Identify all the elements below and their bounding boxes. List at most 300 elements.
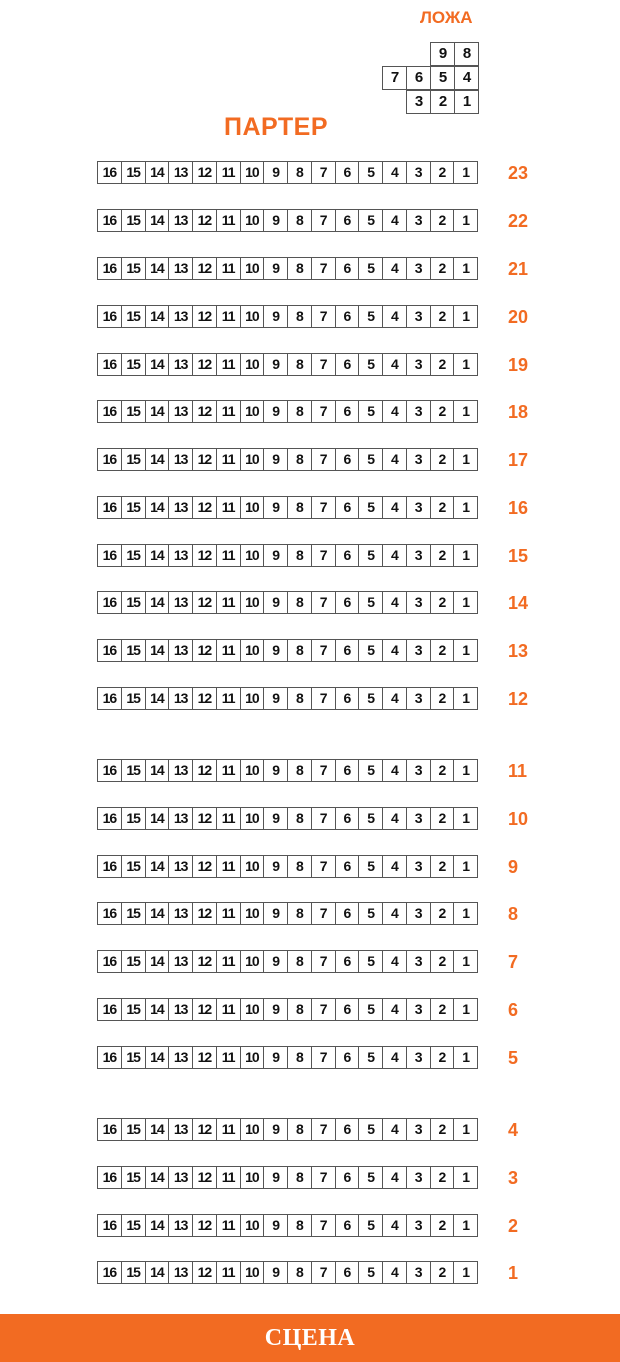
seat[interactable]: 15 <box>121 353 146 376</box>
seat[interactable]: 8 <box>287 591 312 614</box>
seat[interactable]: 2 <box>430 1214 455 1237</box>
seat[interactable]: 15 <box>121 496 146 519</box>
seat[interactable]: 2 <box>430 496 455 519</box>
seat[interactable]: 1 <box>453 1261 478 1284</box>
seat[interactable]: 1 <box>453 639 478 662</box>
seat[interactable]: 6 <box>335 1046 360 1069</box>
seat[interactable]: 6 <box>335 1166 360 1189</box>
seat[interactable]: 10 <box>240 1166 265 1189</box>
seat[interactable]: 3 <box>406 1214 431 1237</box>
seat[interactable]: 13 <box>168 1118 193 1141</box>
seat[interactable]: 11 <box>216 544 241 567</box>
seat[interactable]: 2 <box>430 639 455 662</box>
seat[interactable]: 2 <box>430 902 455 925</box>
seat[interactable]: 7 <box>311 998 336 1021</box>
seat[interactable]: 8 <box>287 1118 312 1141</box>
seat[interactable]: 3 <box>406 1261 431 1284</box>
seat[interactable]: 16 <box>97 161 122 184</box>
seat[interactable]: 11 <box>216 1118 241 1141</box>
seat[interactable]: 3 <box>406 1046 431 1069</box>
seat[interactable]: 4 <box>382 855 407 878</box>
seat[interactable]: 4 <box>382 687 407 710</box>
seat[interactable]: 4 <box>382 759 407 782</box>
seat[interactable]: 2 <box>430 950 455 973</box>
seat[interactable]: 10 <box>240 807 265 830</box>
seat[interactable]: 12 <box>192 902 217 925</box>
seat[interactable]: 16 <box>97 687 122 710</box>
seat[interactable]: 4 <box>382 1261 407 1284</box>
seat[interactable]: 2 <box>430 400 455 423</box>
seat[interactable]: 13 <box>168 400 193 423</box>
seat[interactable]: 11 <box>216 591 241 614</box>
seat[interactable]: 15 <box>121 902 146 925</box>
seat[interactable]: 4 <box>382 257 407 280</box>
seat[interactable]: 13 <box>168 257 193 280</box>
seat[interactable]: 7 <box>311 639 336 662</box>
seat[interactable]: 9 <box>263 855 288 878</box>
seat[interactable]: 5 <box>358 639 383 662</box>
seat[interactable]: 11 <box>216 1214 241 1237</box>
seat[interactable]: 8 <box>287 687 312 710</box>
seat[interactable]: 4 <box>382 1166 407 1189</box>
seat[interactable]: 8 <box>287 305 312 328</box>
loge-seat[interactable]: 3 <box>406 90 431 114</box>
seat[interactable]: 13 <box>168 544 193 567</box>
seat[interactable]: 16 <box>97 400 122 423</box>
seat[interactable]: 4 <box>382 591 407 614</box>
seat[interactable]: 6 <box>335 950 360 973</box>
seat[interactable]: 4 <box>382 353 407 376</box>
seat[interactable]: 6 <box>335 998 360 1021</box>
seat[interactable]: 4 <box>382 161 407 184</box>
seat[interactable]: 6 <box>335 1214 360 1237</box>
seat[interactable]: 5 <box>358 902 383 925</box>
seat[interactable]: 11 <box>216 950 241 973</box>
seat[interactable]: 5 <box>358 209 383 232</box>
seat[interactable]: 10 <box>240 1214 265 1237</box>
seat[interactable]: 5 <box>358 855 383 878</box>
seat[interactable]: 10 <box>240 1046 265 1069</box>
seat[interactable]: 6 <box>335 902 360 925</box>
seat[interactable]: 14 <box>145 496 170 519</box>
seat[interactable]: 15 <box>121 400 146 423</box>
seat[interactable]: 9 <box>263 998 288 1021</box>
seat[interactable]: 2 <box>430 353 455 376</box>
seat[interactable]: 14 <box>145 544 170 567</box>
seat[interactable]: 6 <box>335 807 360 830</box>
seat[interactable]: 11 <box>216 257 241 280</box>
seat[interactable]: 12 <box>192 161 217 184</box>
seat[interactable]: 12 <box>192 400 217 423</box>
seat[interactable]: 10 <box>240 400 265 423</box>
seat[interactable]: 12 <box>192 807 217 830</box>
seat[interactable]: 3 <box>406 639 431 662</box>
seat[interactable]: 13 <box>168 305 193 328</box>
seat[interactable]: 10 <box>240 496 265 519</box>
seat[interactable]: 2 <box>430 1166 455 1189</box>
seat[interactable]: 14 <box>145 209 170 232</box>
seat[interactable]: 9 <box>263 448 288 471</box>
seat[interactable]: 14 <box>145 687 170 710</box>
seat[interactable]: 4 <box>382 998 407 1021</box>
seat[interactable]: 15 <box>121 807 146 830</box>
seat[interactable]: 14 <box>145 161 170 184</box>
seat[interactable]: 3 <box>406 807 431 830</box>
seat[interactable]: 11 <box>216 687 241 710</box>
seat[interactable]: 7 <box>311 496 336 519</box>
seat[interactable]: 7 <box>311 1166 336 1189</box>
seat[interactable]: 13 <box>168 1046 193 1069</box>
seat[interactable]: 11 <box>216 209 241 232</box>
seat[interactable]: 5 <box>358 807 383 830</box>
seat[interactable]: 13 <box>168 902 193 925</box>
seat[interactable]: 7 <box>311 448 336 471</box>
seat[interactable]: 11 <box>216 496 241 519</box>
seat[interactable]: 9 <box>263 950 288 973</box>
seat[interactable]: 12 <box>192 544 217 567</box>
seat[interactable]: 6 <box>335 448 360 471</box>
seat[interactable]: 14 <box>145 950 170 973</box>
seat[interactable]: 8 <box>287 400 312 423</box>
seat[interactable]: 4 <box>382 639 407 662</box>
seat[interactable]: 9 <box>263 687 288 710</box>
seat[interactable]: 13 <box>168 1214 193 1237</box>
seat[interactable]: 4 <box>382 950 407 973</box>
seat[interactable]: 16 <box>97 1118 122 1141</box>
seat[interactable]: 16 <box>97 353 122 376</box>
seat[interactable]: 1 <box>453 161 478 184</box>
seat[interactable]: 8 <box>287 161 312 184</box>
seat[interactable]: 14 <box>145 855 170 878</box>
seat[interactable]: 9 <box>263 807 288 830</box>
seat[interactable]: 5 <box>358 1046 383 1069</box>
seat[interactable]: 10 <box>240 353 265 376</box>
seat[interactable]: 14 <box>145 448 170 471</box>
seat[interactable]: 1 <box>453 400 478 423</box>
seat[interactable]: 12 <box>192 759 217 782</box>
seat[interactable]: 11 <box>216 1261 241 1284</box>
seat[interactable]: 4 <box>382 496 407 519</box>
seat[interactable]: 15 <box>121 687 146 710</box>
seat[interactable]: 10 <box>240 902 265 925</box>
seat[interactable]: 2 <box>430 998 455 1021</box>
seat[interactable]: 7 <box>311 544 336 567</box>
seat[interactable]: 15 <box>121 1118 146 1141</box>
seat[interactable]: 7 <box>311 591 336 614</box>
seat[interactable]: 1 <box>453 496 478 519</box>
seat[interactable]: 4 <box>382 448 407 471</box>
seat[interactable]: 11 <box>216 998 241 1021</box>
seat[interactable]: 14 <box>145 353 170 376</box>
seat[interactable]: 11 <box>216 1166 241 1189</box>
seat[interactable]: 8 <box>287 1046 312 1069</box>
seat[interactable]: 16 <box>97 807 122 830</box>
seat[interactable]: 12 <box>192 353 217 376</box>
seat[interactable]: 7 <box>311 1214 336 1237</box>
seat[interactable]: 6 <box>335 687 360 710</box>
seat[interactable]: 1 <box>453 855 478 878</box>
seat[interactable]: 3 <box>406 161 431 184</box>
seat[interactable]: 15 <box>121 1046 146 1069</box>
seat[interactable]: 1 <box>453 305 478 328</box>
seat[interactable]: 15 <box>121 1166 146 1189</box>
seat[interactable]: 1 <box>453 209 478 232</box>
seat[interactable]: 6 <box>335 257 360 280</box>
seat[interactable]: 7 <box>311 209 336 232</box>
seat[interactable]: 9 <box>263 257 288 280</box>
seat[interactable]: 14 <box>145 902 170 925</box>
seat[interactable]: 14 <box>145 639 170 662</box>
seat[interactable]: 15 <box>121 544 146 567</box>
seat[interactable]: 16 <box>97 496 122 519</box>
seat[interactable]: 1 <box>453 257 478 280</box>
seat[interactable]: 5 <box>358 687 383 710</box>
seat[interactable]: 8 <box>287 639 312 662</box>
seat[interactable]: 7 <box>311 400 336 423</box>
seat[interactable]: 11 <box>216 161 241 184</box>
seat[interactable]: 5 <box>358 257 383 280</box>
seat[interactable]: 13 <box>168 448 193 471</box>
seat[interactable]: 16 <box>97 902 122 925</box>
seat[interactable]: 8 <box>287 807 312 830</box>
seat[interactable]: 15 <box>121 1261 146 1284</box>
seat[interactable]: 1 <box>453 448 478 471</box>
seat[interactable]: 9 <box>263 902 288 925</box>
seat[interactable]: 8 <box>287 209 312 232</box>
seat[interactable]: 9 <box>263 639 288 662</box>
seat[interactable]: 16 <box>97 998 122 1021</box>
seat[interactable]: 16 <box>97 759 122 782</box>
seat[interactable]: 4 <box>382 544 407 567</box>
seat[interactable]: 1 <box>453 353 478 376</box>
seat[interactable]: 5 <box>358 998 383 1021</box>
seat[interactable]: 5 <box>358 400 383 423</box>
seat[interactable]: 6 <box>335 353 360 376</box>
seat[interactable]: 5 <box>358 496 383 519</box>
seat[interactable]: 13 <box>168 687 193 710</box>
seat[interactable]: 3 <box>406 902 431 925</box>
seat[interactable]: 5 <box>358 1214 383 1237</box>
seat[interactable]: 10 <box>240 209 265 232</box>
seat[interactable]: 11 <box>216 855 241 878</box>
seat[interactable]: 8 <box>287 1166 312 1189</box>
loge-seat[interactable]: 5 <box>430 66 455 90</box>
seat[interactable]: 2 <box>430 1261 455 1284</box>
seat[interactable]: 9 <box>263 759 288 782</box>
seat[interactable]: 3 <box>406 544 431 567</box>
seat[interactable]: 10 <box>240 639 265 662</box>
seat[interactable]: 2 <box>430 209 455 232</box>
seat[interactable]: 7 <box>311 902 336 925</box>
seat[interactable]: 16 <box>97 305 122 328</box>
seat[interactable]: 9 <box>263 353 288 376</box>
seat[interactable]: 10 <box>240 305 265 328</box>
seat[interactable]: 12 <box>192 591 217 614</box>
seat[interactable]: 2 <box>430 591 455 614</box>
seat[interactable]: 15 <box>121 257 146 280</box>
seat[interactable]: 6 <box>335 209 360 232</box>
seat[interactable]: 9 <box>263 305 288 328</box>
seat[interactable]: 7 <box>311 855 336 878</box>
seat[interactable]: 3 <box>406 448 431 471</box>
seat[interactable]: 9 <box>263 1214 288 1237</box>
seat[interactable]: 3 <box>406 400 431 423</box>
seat[interactable]: 5 <box>358 950 383 973</box>
seat[interactable]: 5 <box>358 591 383 614</box>
seat[interactable]: 3 <box>406 687 431 710</box>
seat[interactable]: 14 <box>145 305 170 328</box>
seat[interactable]: 2 <box>430 759 455 782</box>
seat[interactable]: 7 <box>311 950 336 973</box>
seat[interactable]: 6 <box>335 496 360 519</box>
seat[interactable]: 10 <box>240 950 265 973</box>
seat[interactable]: 2 <box>430 855 455 878</box>
seat[interactable]: 5 <box>358 1118 383 1141</box>
seat[interactable]: 15 <box>121 998 146 1021</box>
seat[interactable]: 11 <box>216 1046 241 1069</box>
seat[interactable]: 16 <box>97 855 122 878</box>
seat[interactable]: 15 <box>121 448 146 471</box>
seat[interactable]: 12 <box>192 855 217 878</box>
seat[interactable]: 12 <box>192 1214 217 1237</box>
seat[interactable]: 15 <box>121 855 146 878</box>
seat[interactable]: 2 <box>430 807 455 830</box>
seat[interactable]: 8 <box>287 759 312 782</box>
seat[interactable]: 8 <box>287 855 312 878</box>
seat[interactable]: 16 <box>97 1214 122 1237</box>
seat[interactable]: 16 <box>97 950 122 973</box>
seat[interactable]: 1 <box>453 950 478 973</box>
seat[interactable]: 3 <box>406 1166 431 1189</box>
seat[interactable]: 4 <box>382 1046 407 1069</box>
seat[interactable]: 1 <box>453 1046 478 1069</box>
seat[interactable]: 14 <box>145 1118 170 1141</box>
seat[interactable]: 16 <box>97 1166 122 1189</box>
seat[interactable]: 1 <box>453 902 478 925</box>
seat[interactable]: 3 <box>406 209 431 232</box>
seat[interactable]: 9 <box>263 591 288 614</box>
seat[interactable]: 6 <box>335 759 360 782</box>
seat[interactable]: 12 <box>192 639 217 662</box>
seat[interactable]: 4 <box>382 1118 407 1141</box>
loge-seat[interactable]: 6 <box>406 66 431 90</box>
seat[interactable]: 10 <box>240 855 265 878</box>
seat[interactable]: 9 <box>263 161 288 184</box>
seat[interactable]: 7 <box>311 759 336 782</box>
seat[interactable]: 10 <box>240 998 265 1021</box>
seat[interactable]: 7 <box>311 353 336 376</box>
seat[interactable]: 15 <box>121 305 146 328</box>
seat[interactable]: 6 <box>335 639 360 662</box>
seat[interactable]: 3 <box>406 998 431 1021</box>
seat[interactable]: 10 <box>240 161 265 184</box>
seat[interactable]: 15 <box>121 639 146 662</box>
seat[interactable]: 15 <box>121 950 146 973</box>
seat[interactable]: 9 <box>263 400 288 423</box>
seat[interactable]: 13 <box>168 807 193 830</box>
seat[interactable]: 14 <box>145 257 170 280</box>
seat[interactable]: 13 <box>168 998 193 1021</box>
seat[interactable]: 11 <box>216 902 241 925</box>
seat[interactable]: 6 <box>335 400 360 423</box>
seat[interactable]: 14 <box>145 1214 170 1237</box>
seat[interactable]: 14 <box>145 400 170 423</box>
seat[interactable]: 6 <box>335 544 360 567</box>
seat[interactable]: 1 <box>453 1166 478 1189</box>
seat[interactable]: 1 <box>453 1118 478 1141</box>
seat[interactable]: 14 <box>145 998 170 1021</box>
seat[interactable]: 2 <box>430 1046 455 1069</box>
seat[interactable]: 16 <box>97 1261 122 1284</box>
seat[interactable]: 12 <box>192 1118 217 1141</box>
seat[interactable]: 4 <box>382 902 407 925</box>
seat[interactable]: 12 <box>192 496 217 519</box>
seat[interactable]: 14 <box>145 807 170 830</box>
seat[interactable]: 6 <box>335 161 360 184</box>
seat[interactable]: 6 <box>335 305 360 328</box>
seat[interactable]: 7 <box>311 1046 336 1069</box>
seat[interactable]: 7 <box>311 257 336 280</box>
seat[interactable]: 5 <box>358 1166 383 1189</box>
seat[interactable]: 4 <box>382 400 407 423</box>
seat[interactable]: 5 <box>358 1261 383 1284</box>
seat[interactable]: 12 <box>192 1261 217 1284</box>
seat[interactable]: 5 <box>358 353 383 376</box>
seat[interactable]: 9 <box>263 544 288 567</box>
seat[interactable]: 15 <box>121 591 146 614</box>
seat[interactable]: 7 <box>311 807 336 830</box>
seat[interactable]: 5 <box>358 544 383 567</box>
seat[interactable]: 11 <box>216 759 241 782</box>
seat[interactable]: 8 <box>287 257 312 280</box>
loge-seat[interactable]: 2 <box>430 90 455 114</box>
seat[interactable]: 1 <box>453 591 478 614</box>
seat[interactable]: 3 <box>406 591 431 614</box>
seat[interactable]: 3 <box>406 950 431 973</box>
seat[interactable]: 11 <box>216 400 241 423</box>
seat[interactable]: 3 <box>406 759 431 782</box>
seat[interactable]: 9 <box>263 1166 288 1189</box>
seat[interactable]: 3 <box>406 1118 431 1141</box>
seat[interactable]: 13 <box>168 950 193 973</box>
seat[interactable]: 1 <box>453 544 478 567</box>
seat[interactable]: 1 <box>453 1214 478 1237</box>
seat[interactable]: 2 <box>430 305 455 328</box>
seat[interactable]: 13 <box>168 639 193 662</box>
seat[interactable]: 9 <box>263 209 288 232</box>
seat[interactable]: 2 <box>430 1118 455 1141</box>
seat[interactable]: 10 <box>240 1118 265 1141</box>
seat[interactable]: 3 <box>406 353 431 376</box>
seat[interactable]: 7 <box>311 687 336 710</box>
seat[interactable]: 3 <box>406 305 431 328</box>
seat[interactable]: 12 <box>192 998 217 1021</box>
seat[interactable]: 15 <box>121 759 146 782</box>
seat[interactable]: 6 <box>335 1118 360 1141</box>
seat[interactable]: 10 <box>240 687 265 710</box>
seat[interactable]: 2 <box>430 448 455 471</box>
seat[interactable]: 8 <box>287 544 312 567</box>
seat[interactable]: 4 <box>382 305 407 328</box>
seat[interactable]: 13 <box>168 1166 193 1189</box>
seat[interactable]: 2 <box>430 687 455 710</box>
seat[interactable]: 11 <box>216 807 241 830</box>
seat[interactable]: 15 <box>121 1214 146 1237</box>
seat[interactable]: 16 <box>97 591 122 614</box>
seat[interactable]: 11 <box>216 305 241 328</box>
seat[interactable]: 8 <box>287 998 312 1021</box>
seat[interactable]: 12 <box>192 257 217 280</box>
